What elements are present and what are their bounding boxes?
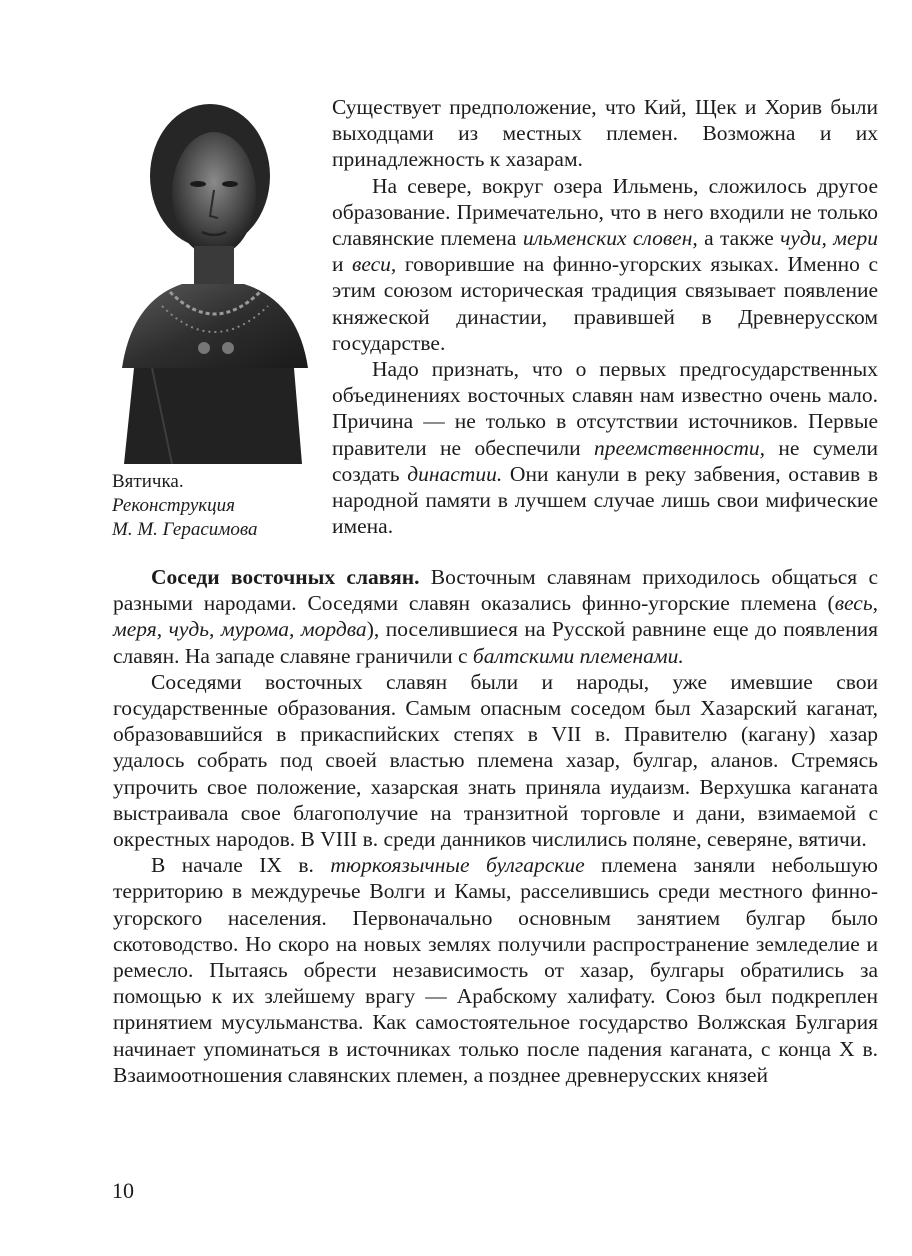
main-text: [113, 564, 878, 1088]
emphasis-term: ильменских словен,: [522, 226, 698, 251]
paragraph-neighbors: [113, 564, 878, 669]
paragraph-bulgars: [113, 852, 878, 1088]
text-run: На севере, вокруг озера Ильмень, сложилось другое образование. Примечательно, что в него входили не только славянские племена: [332, 173, 878, 251]
emphasis-term: чуди, мери: [780, 226, 878, 251]
emphasis-term: балтскими племенами.: [472, 643, 684, 668]
section-heading: Соседи восточных славян.: [151, 565, 420, 589]
caption-author: М. М. Герасимова: [112, 519, 258, 540]
text-run: а также: [697, 226, 781, 251]
bust-sculpture-image: [112, 96, 312, 464]
text-run: не сумели создать: [332, 435, 878, 486]
text-run: ), поселившиеся на Русской равнине еще до появления славян. На западе славяне граничили с: [113, 617, 878, 668]
paragraph-origin: Существует предположение, что Кий, Щек и Хорив были выходцами из местных племен. Возможна и их принадлежность к хазарам.: [332, 95, 878, 172]
emphasis-term: тюркоязычные булгарские: [330, 853, 585, 878]
figure-caption: [112, 470, 322, 542]
caption-title: Вятичка.: [112, 471, 184, 492]
emphasis-term: весь, меря, чудь, мурома, мордва: [113, 591, 878, 642]
emphasis-term: преемственности,: [594, 435, 765, 460]
text-run: говорившие на финно-угорских языках. Именно с этим союзом историческая традиция связывает появление княжеской династии, правившей в Древнерусском государстве.: [332, 252, 878, 355]
page-number: 10: [112, 1178, 134, 1203]
caption-subtitle: Реконструкция: [112, 495, 235, 516]
text-run: Надо признать, что о первых предгосударственных объединениях восточных славян нам известно очень мало. Причина — не только в отсутствии источников. Первые правители не обеспечили: [332, 357, 878, 460]
text-run: племена заняли небольшую территорию в междуречье Волги и Камы, расселившись среди местного финно-угорского населения. Первоначально основным занятием булгар было скотоводство. Но скоро на новых землях получили распространение земледелие и ремесло. Пытаясь обрести независимость от хазар, булгары обратились за помощью к их злейшему врагу — Арабскому халифату. Союз был подкреплен принятием мусульманства. Как самостоятельное государство Волжская Булгария начинает упоминаться в источниках только после падения каганата, с конца X в. Взаимоотношения славянских племен, а позднее древнерусских князей: [113, 853, 878, 1087]
emphasis-term: династии.: [407, 461, 503, 486]
text-run: и: [332, 252, 353, 277]
emphasis-term: веси,: [352, 252, 397, 277]
text-run: В начале IX в.: [151, 853, 331, 878]
side-column-text: [332, 94, 878, 539]
paragraph-khazars: Соседями восточных славян были и народы, уже имевшие свои государственные образования. Самым опасным соседом был Хазарский каганат, образовавшийся в прикаспийских степях в VII в. Правителю (кагану) хазар удалось собрать под своей властью племена хазар, булгар, аланов. Стремясь упрочить свое положение, хазарская знать приняла иудаизм. Верхушка каганата выстраивала свое благополучие на транзитной торговле и дани, взимаемой с окрестных народов. В VIII в. среди данников числились поляне, северяне, вятичи.: [113, 669, 878, 852]
paragraph-early-unions: [332, 356, 878, 539]
text-run: Они канули в реку забвения, оставив в народной памяти в лучшем случае лишь свои мифические имена.: [332, 461, 878, 539]
text-run: Восточным славянам приходилось общаться с разными народами. Соседями славян оказались финно-угорские племена (: [113, 565, 878, 616]
paragraph-ilmen: [332, 173, 878, 356]
